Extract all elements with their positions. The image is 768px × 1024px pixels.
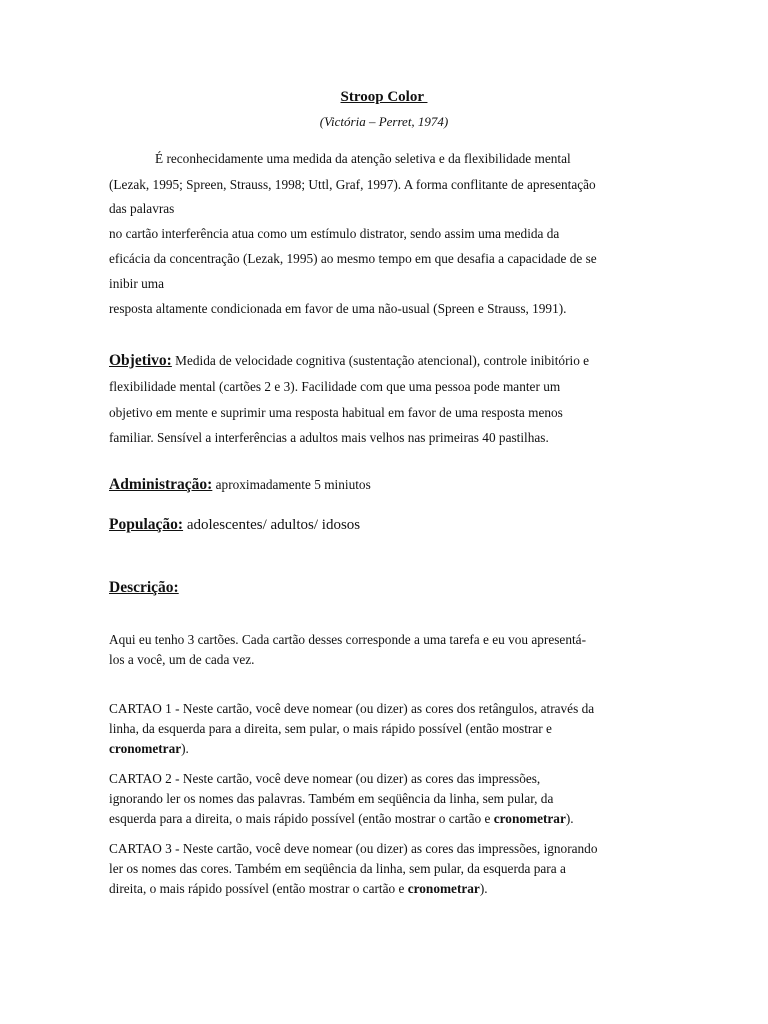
populacao-line: [109, 517, 360, 533]
descricao-heading: [109, 580, 179, 596]
cartao2-line: CARTAO 2 - Neste cartão, você deve nomear (ou dizer) as cores das impressões,: [109, 771, 541, 786]
objetivo-line: objetivo em mente e suprimir uma resposta habitual em favor de uma resposta menos: [109, 405, 563, 420]
objetivo-line: flexibilidade mental (cartões 2 e 3). Facilidade com que uma pessoa pode manter um: [109, 379, 561, 394]
cartao3-emphasis: cronometrar: [407, 881, 480, 896]
cartao2-emphasis: cronometrar: [493, 811, 566, 826]
intro-line: no cartão interferência atua como um estímulo distrator, sendo assim uma medida da: [109, 226, 560, 241]
cartao3-line: [109, 881, 488, 897]
cartao2-end: ).: [565, 811, 574, 826]
objetivo-text: Medida de velocidade cognitiva (sustentação atencional), controle inibitório e: [171, 353, 590, 368]
cartao2-line: [109, 811, 574, 827]
cartao1-emphasis: cronometrar: [109, 741, 182, 756]
objetivo-line: familiar. Sensível a interferências a adultos mais velhos nas primeiras 40 pastilhas.: [109, 430, 549, 445]
intro-line: inibir uma: [109, 276, 165, 291]
cartao1-line: linha, da esquerda para a direita, sem pular, o mais rápido possível (então mostrar e: [109, 721, 552, 736]
cartao1-line: [109, 741, 189, 757]
descricao-line: Aqui eu tenho 3 cartões. Cada cartão desses corresponde a uma tarefa e eu vou apresentá-: [109, 632, 586, 647]
cartao3-line: ler os nomes das cores. Também em seqüência da linha, sem pular, da esquerda para a: [109, 861, 566, 876]
administracao-value: aproximadamente 5 miniutos: [212, 477, 371, 492]
objetivo-paragraph-line: [109, 353, 589, 369]
intro-line: (Lezak, 1995; Spreen, Strauss, 1998; Uttl, Graf, 1997). A forma conflitante de apresentação: [109, 177, 596, 192]
cartao2-line: ignorando ler os nomes das palavras. Também em seqüência da linha, sem pular, da: [109, 791, 554, 806]
intro-line: das palavras: [109, 201, 175, 216]
cartao1-end: ).: [181, 741, 189, 756]
objetivo-label: Objetivo:: [109, 352, 172, 369]
cartao3-text: direita, o mais rápido possível (então mostrar o cartão e: [109, 881, 408, 896]
intro-line: eficácia da concentração (Lezak, 1995) ao mesmo tempo em que desafia a capacidade de se: [109, 251, 597, 266]
cartao3-line: CARTAO 3 - Neste cartão, você deve nomear (ou dizer) as cores das impressões, ignorando: [109, 841, 598, 856]
administracao-label: Administração:: [109, 476, 213, 493]
document-subtitle: (Victória – Perret, 1974): [319, 114, 449, 129]
descricao-line: los a você, um de cada vez.: [109, 652, 255, 667]
populacao-label: População:: [109, 516, 184, 533]
cartao1-line: CARTAO 1 - Neste cartão, você deve nomear (ou dizer) as cores dos retângulos, através da: [109, 701, 595, 716]
intro-line: É reconhecidamente uma medida da atenção seletiva e da flexibilidade mental: [155, 151, 571, 166]
descricao-label: Descrição:: [109, 579, 179, 596]
populacao-value: adolescentes/ adultos/ idosos: [183, 517, 361, 533]
administracao-line: [109, 477, 371, 493]
intro-line: resposta altamente condicionada em favor de uma não-usual (Spreen e Strauss, 1991).: [109, 301, 567, 316]
cartao3-end: ).: [479, 881, 488, 896]
cartao2-text: esquerda para a direita, o mais rápido possível (então mostrar o cartão e: [109, 811, 494, 826]
document-title: Stroop Color: [340, 89, 428, 105]
